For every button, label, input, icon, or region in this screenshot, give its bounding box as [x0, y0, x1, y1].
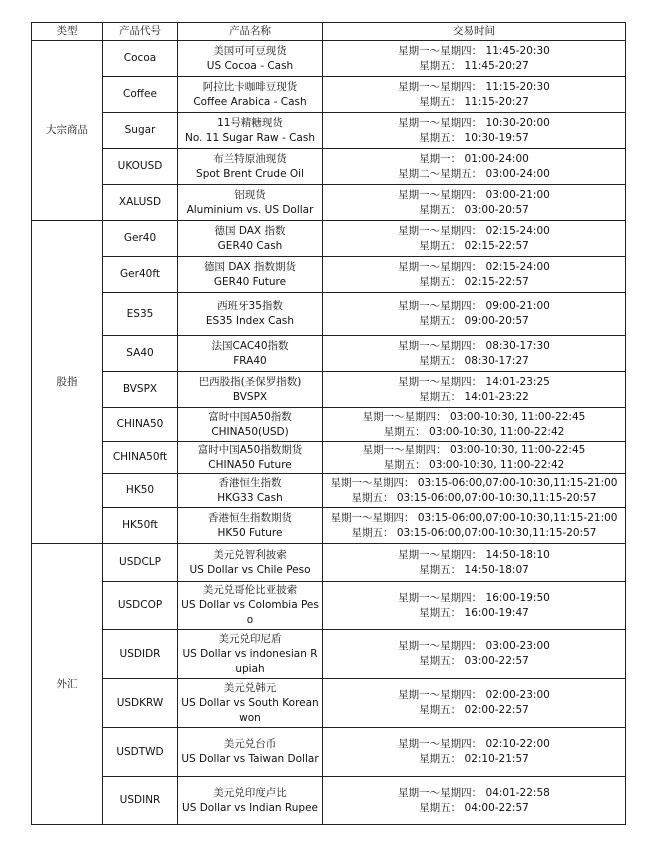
product-name-cn: 美元兑智利披索	[213, 548, 287, 561]
product-name-en: No. 11 Sugar Raw - Cash	[185, 131, 315, 144]
trading-time-weekdays: 星期一～星期四： 11:45-20:30	[398, 44, 550, 57]
product-name-en: US Dollar vs indonesian Rupiah	[182, 647, 318, 675]
trading-time-cell	[323, 257, 626, 293]
product-name-en: US Dollar vs Taiwan Dollar	[181, 753, 319, 765]
table-row	[32, 544, 626, 582]
product-code: USDINR	[103, 777, 178, 825]
product-name-en: ES35 Index Cash	[205, 315, 295, 327]
trading-time-friday: 星期五： 10:30-19:57	[419, 131, 529, 144]
product-name-cell	[178, 544, 323, 582]
product-name-cell	[178, 185, 323, 221]
product-name-en: FRA40	[233, 354, 267, 367]
trading-time-weekdays: 星期一～星期四： 03:00-23:00	[398, 640, 550, 652]
product-code: CHINA50ft	[103, 442, 178, 474]
trading-time-friday: 星期五： 02:15-22:57	[419, 275, 529, 288]
trading-time-weekdays: 星期一～星期四： 14:01-23:25	[398, 375, 550, 388]
product-name-cn: 11号精糖现货	[217, 116, 283, 129]
product-name-cell	[178, 113, 323, 149]
trading-time-weekdays: 星期一～星期四： 02:15-24:00	[398, 224, 550, 237]
trading-time-friday: 星期五： 03:00-20:57	[419, 203, 529, 216]
trading-time-cell	[323, 474, 626, 508]
product-name-cell	[178, 728, 323, 777]
trading-time-friday: 星期五： 03:00-10:30, 11:00-22:42	[383, 458, 565, 471]
trading-time-cell	[323, 408, 626, 442]
product-name-cn: 法国CAC40指数	[211, 339, 289, 352]
trading-time-weekdays: 星期一： 01:00-24:00	[419, 152, 529, 165]
product-name-cell	[178, 408, 323, 442]
product-code: UKOUSD	[103, 149, 178, 185]
product-name-cn: 巴西股指(圣保罗指数)	[198, 375, 302, 388]
trading-time-friday: 星期五： 02:00-22:57	[419, 704, 529, 716]
product-name-cn: 铝现货	[234, 188, 266, 201]
trading-time-cell	[323, 293, 626, 336]
trading-time-friday: 星期五： 11:15-20:27	[419, 95, 529, 108]
table-row	[32, 77, 626, 113]
trading-time-friday: 星期五： 02:10-21:57	[419, 753, 529, 765]
trading-time-friday: 星期五： 11:45-20:27	[419, 59, 529, 72]
trading-time-cell	[323, 221, 626, 257]
product-code: USDCOP	[103, 582, 178, 630]
table-row	[32, 113, 626, 149]
trading-time-weekdays: 星期一～星期四： 02:10-22:00	[398, 738, 550, 750]
table-row	[32, 508, 626, 544]
trading-time-friday: 星期五： 03:00-22:57	[419, 655, 529, 667]
trading-time-weekdays: 星期一～星期四： 03:00-10:30, 11:00-22:45	[362, 443, 586, 456]
product-name-cn: 香港恒生指数期货	[208, 511, 292, 524]
product-name-cell	[178, 442, 323, 474]
product-name-cn: 美元兑印度卢比	[213, 786, 287, 799]
product-name-cn: 美国可可豆现货	[213, 44, 287, 57]
trading-time-cell	[323, 582, 626, 630]
product-code: USDTWD	[103, 728, 178, 777]
table-row	[32, 185, 626, 221]
product-name-cn: 布兰特原油现货	[213, 152, 287, 165]
product-name-cell	[178, 149, 323, 185]
type-cell: 大宗商品	[32, 41, 103, 221]
table-row	[32, 372, 626, 408]
product-name-en: GER40 Future	[213, 275, 287, 288]
table-row	[32, 336, 626, 372]
trading-time-weekdays: 星期一～星期四： 03:15-06:00,07:00-10:30,11:15-21:00	[330, 511, 618, 524]
product-name-cell	[178, 679, 323, 728]
trading-time-cell	[323, 185, 626, 221]
product-name-en: US Dollar vs Indian Rupee	[182, 801, 318, 814]
product-name-en: Spot Brent Crude Oil	[196, 167, 304, 180]
trading-time-friday: 星期二～星期五： 03:00-24:00	[398, 167, 550, 180]
trading-time-friday: 星期五： 04:00-22:57	[419, 801, 529, 814]
trading-time-weekdays: 星期一～星期四： 08:30-17:30	[398, 339, 550, 352]
product-code: CHINA50	[103, 408, 178, 442]
trading-time-weekdays: 星期一～星期四： 16:00-19:50	[398, 591, 550, 604]
trading-time-weekdays: 星期一～星期四： 09:00-21:00	[398, 300, 550, 312]
trading-time-cell	[323, 728, 626, 777]
header-time: 交易时间	[323, 23, 626, 41]
trading-time-friday: 星期五： 09:00-20:57	[419, 315, 529, 327]
product-name-en: GER40 Cash	[217, 239, 283, 252]
product-name-cell	[178, 77, 323, 113]
header-name: 产品名称	[178, 23, 323, 41]
product-name-cn: 美元兑韩元	[223, 681, 277, 694]
table-row	[32, 149, 626, 185]
trading-time-cell	[323, 630, 626, 679]
table-row	[32, 293, 626, 336]
table-row	[32, 41, 626, 77]
product-code: USDIDR	[103, 630, 178, 679]
table-row	[32, 777, 626, 825]
table-row	[32, 257, 626, 293]
table-row	[32, 442, 626, 474]
product-name-cell	[178, 630, 323, 679]
product-code: USDCLP	[103, 544, 178, 582]
product-code: HK50	[103, 474, 178, 508]
trading-time-friday: 星期五： 03:15-06:00,07:00-10:30,11:15-20:57	[351, 526, 597, 539]
table-row	[32, 408, 626, 442]
trading-time-friday: 星期五： 08:30-17:27	[419, 354, 529, 367]
trading-time-friday: 星期五： 14:50-18:07	[419, 563, 529, 576]
product-code: ES35	[103, 293, 178, 336]
product-name-en: BVSPX	[232, 390, 268, 403]
trading-time-weekdays: 星期一～星期四： 03:00-21:00	[398, 188, 550, 201]
product-name-cell	[178, 582, 323, 630]
product-code: XALUSD	[103, 185, 178, 221]
product-name-en: Coffee Arabica - Cash	[193, 95, 307, 108]
trading-time-weekdays: 星期一～星期四： 02:00-23:00	[398, 689, 550, 701]
trading-time-friday: 星期五： 03:00-10:30, 11:00-22:42	[383, 425, 565, 438]
table-row	[32, 630, 626, 679]
product-code: HK50ft	[103, 508, 178, 544]
trading-time-weekdays: 星期一～星期四： 11:15-20:30	[398, 80, 550, 93]
trading-time-cell	[323, 442, 626, 474]
product-name-cell	[178, 293, 323, 336]
table-row	[32, 474, 626, 508]
product-code: Coffee	[103, 77, 178, 113]
product-name-en: CHINA50 Future	[208, 458, 292, 471]
product-code: Ger40	[103, 221, 178, 257]
product-name-cell	[178, 221, 323, 257]
trading-time-cell	[323, 149, 626, 185]
trading-time-weekdays: 星期一～星期四： 10:30-20:00	[398, 116, 550, 129]
product-code: SA40	[103, 336, 178, 372]
header-row	[32, 23, 626, 41]
product-name-cell	[178, 777, 323, 825]
product-name-cn: 香港恒生指数	[218, 476, 282, 489]
product-name-en: US Cocoa - Cash	[206, 59, 294, 72]
trading-time-cell	[323, 336, 626, 372]
product-code: USDKRW	[103, 679, 178, 728]
table-row	[32, 221, 626, 257]
trading-time-cell	[323, 777, 626, 825]
table-body	[32, 41, 626, 825]
table-row	[32, 728, 626, 777]
product-name-cn: 德国 DAX 指数期货	[204, 260, 296, 273]
product-name-cell	[178, 336, 323, 372]
type-cell: 股指	[32, 221, 103, 544]
product-code: Cocoa	[103, 41, 178, 77]
type-cell: 外汇	[32, 544, 103, 825]
trading-time-friday: 星期五： 14:01-23:22	[419, 390, 529, 403]
trading-time-cell	[323, 41, 626, 77]
product-code: Ger40ft	[103, 257, 178, 293]
table-row	[32, 679, 626, 728]
trading-time-cell	[323, 679, 626, 728]
product-code: Sugar	[103, 113, 178, 149]
trading-time-weekdays: 星期一～星期四： 02:15-24:00	[398, 260, 550, 273]
trading-hours-table	[31, 22, 626, 825]
product-name-en: US Dollar vs Chile Peso	[189, 563, 311, 576]
trading-time-weekdays: 星期一～星期四： 03:00-10:30, 11:00-22:45	[362, 410, 586, 423]
product-name-en: HKG33 Cash	[217, 491, 283, 504]
product-name-en: Aluminium vs. US Dollar	[186, 203, 314, 216]
product-name-cell	[178, 474, 323, 508]
trading-time-cell	[323, 77, 626, 113]
trading-time-friday: 星期五： 16:00-19:47	[419, 606, 529, 619]
header-code: 产品代号	[103, 23, 178, 41]
product-name-cell	[178, 508, 323, 544]
product-name-cell	[178, 372, 323, 408]
product-name-cell	[178, 257, 323, 293]
product-name-en: US Dollar vs South Korean won	[181, 696, 319, 724]
trading-time-friday: 星期五： 02:15-22:57	[419, 239, 529, 252]
product-code: BVSPX	[103, 372, 178, 408]
trading-time-cell	[323, 372, 626, 408]
product-name-cn: 富时中国A50指数期货	[197, 443, 303, 456]
product-name-en: HK50 Future	[217, 526, 283, 539]
product-name-cn: 富时中国A50指数	[208, 410, 292, 423]
trading-time-cell	[323, 508, 626, 544]
trading-time-friday: 星期五： 03:15-06:00,07:00-10:30,11:15-20:57	[351, 491, 597, 504]
product-name-cn: 西班牙35指数	[217, 300, 283, 312]
trading-time-cell	[323, 544, 626, 582]
product-name-cn: 阿拉比卡咖啡豆现货	[202, 80, 298, 93]
product-name-cn: 美元兑哥伦比亚披索	[202, 584, 298, 596]
product-name-en: CHINA50(USD)	[211, 425, 289, 438]
trading-time-weekdays: 星期一～星期四： 04:01-22:58	[398, 786, 550, 799]
product-name-cn: 美元兑台币	[223, 738, 277, 750]
trading-time-weekdays: 星期一～星期四： 14:50-18:10	[398, 548, 550, 561]
product-name-en: US Dollar vs Colombia Peso	[181, 599, 319, 626]
trading-time-cell	[323, 113, 626, 149]
header-type: 类型	[32, 23, 103, 41]
product-name-cell	[178, 41, 323, 77]
product-name-cn: 美元兑印尼盾	[218, 632, 282, 645]
table-row	[32, 582, 626, 630]
trading-time-weekdays: 星期一～星期四： 03:15-06:00,07:00-10:30,11:15-21:00	[330, 476, 618, 489]
product-name-cn: 德国 DAX 指数	[214, 224, 286, 237]
